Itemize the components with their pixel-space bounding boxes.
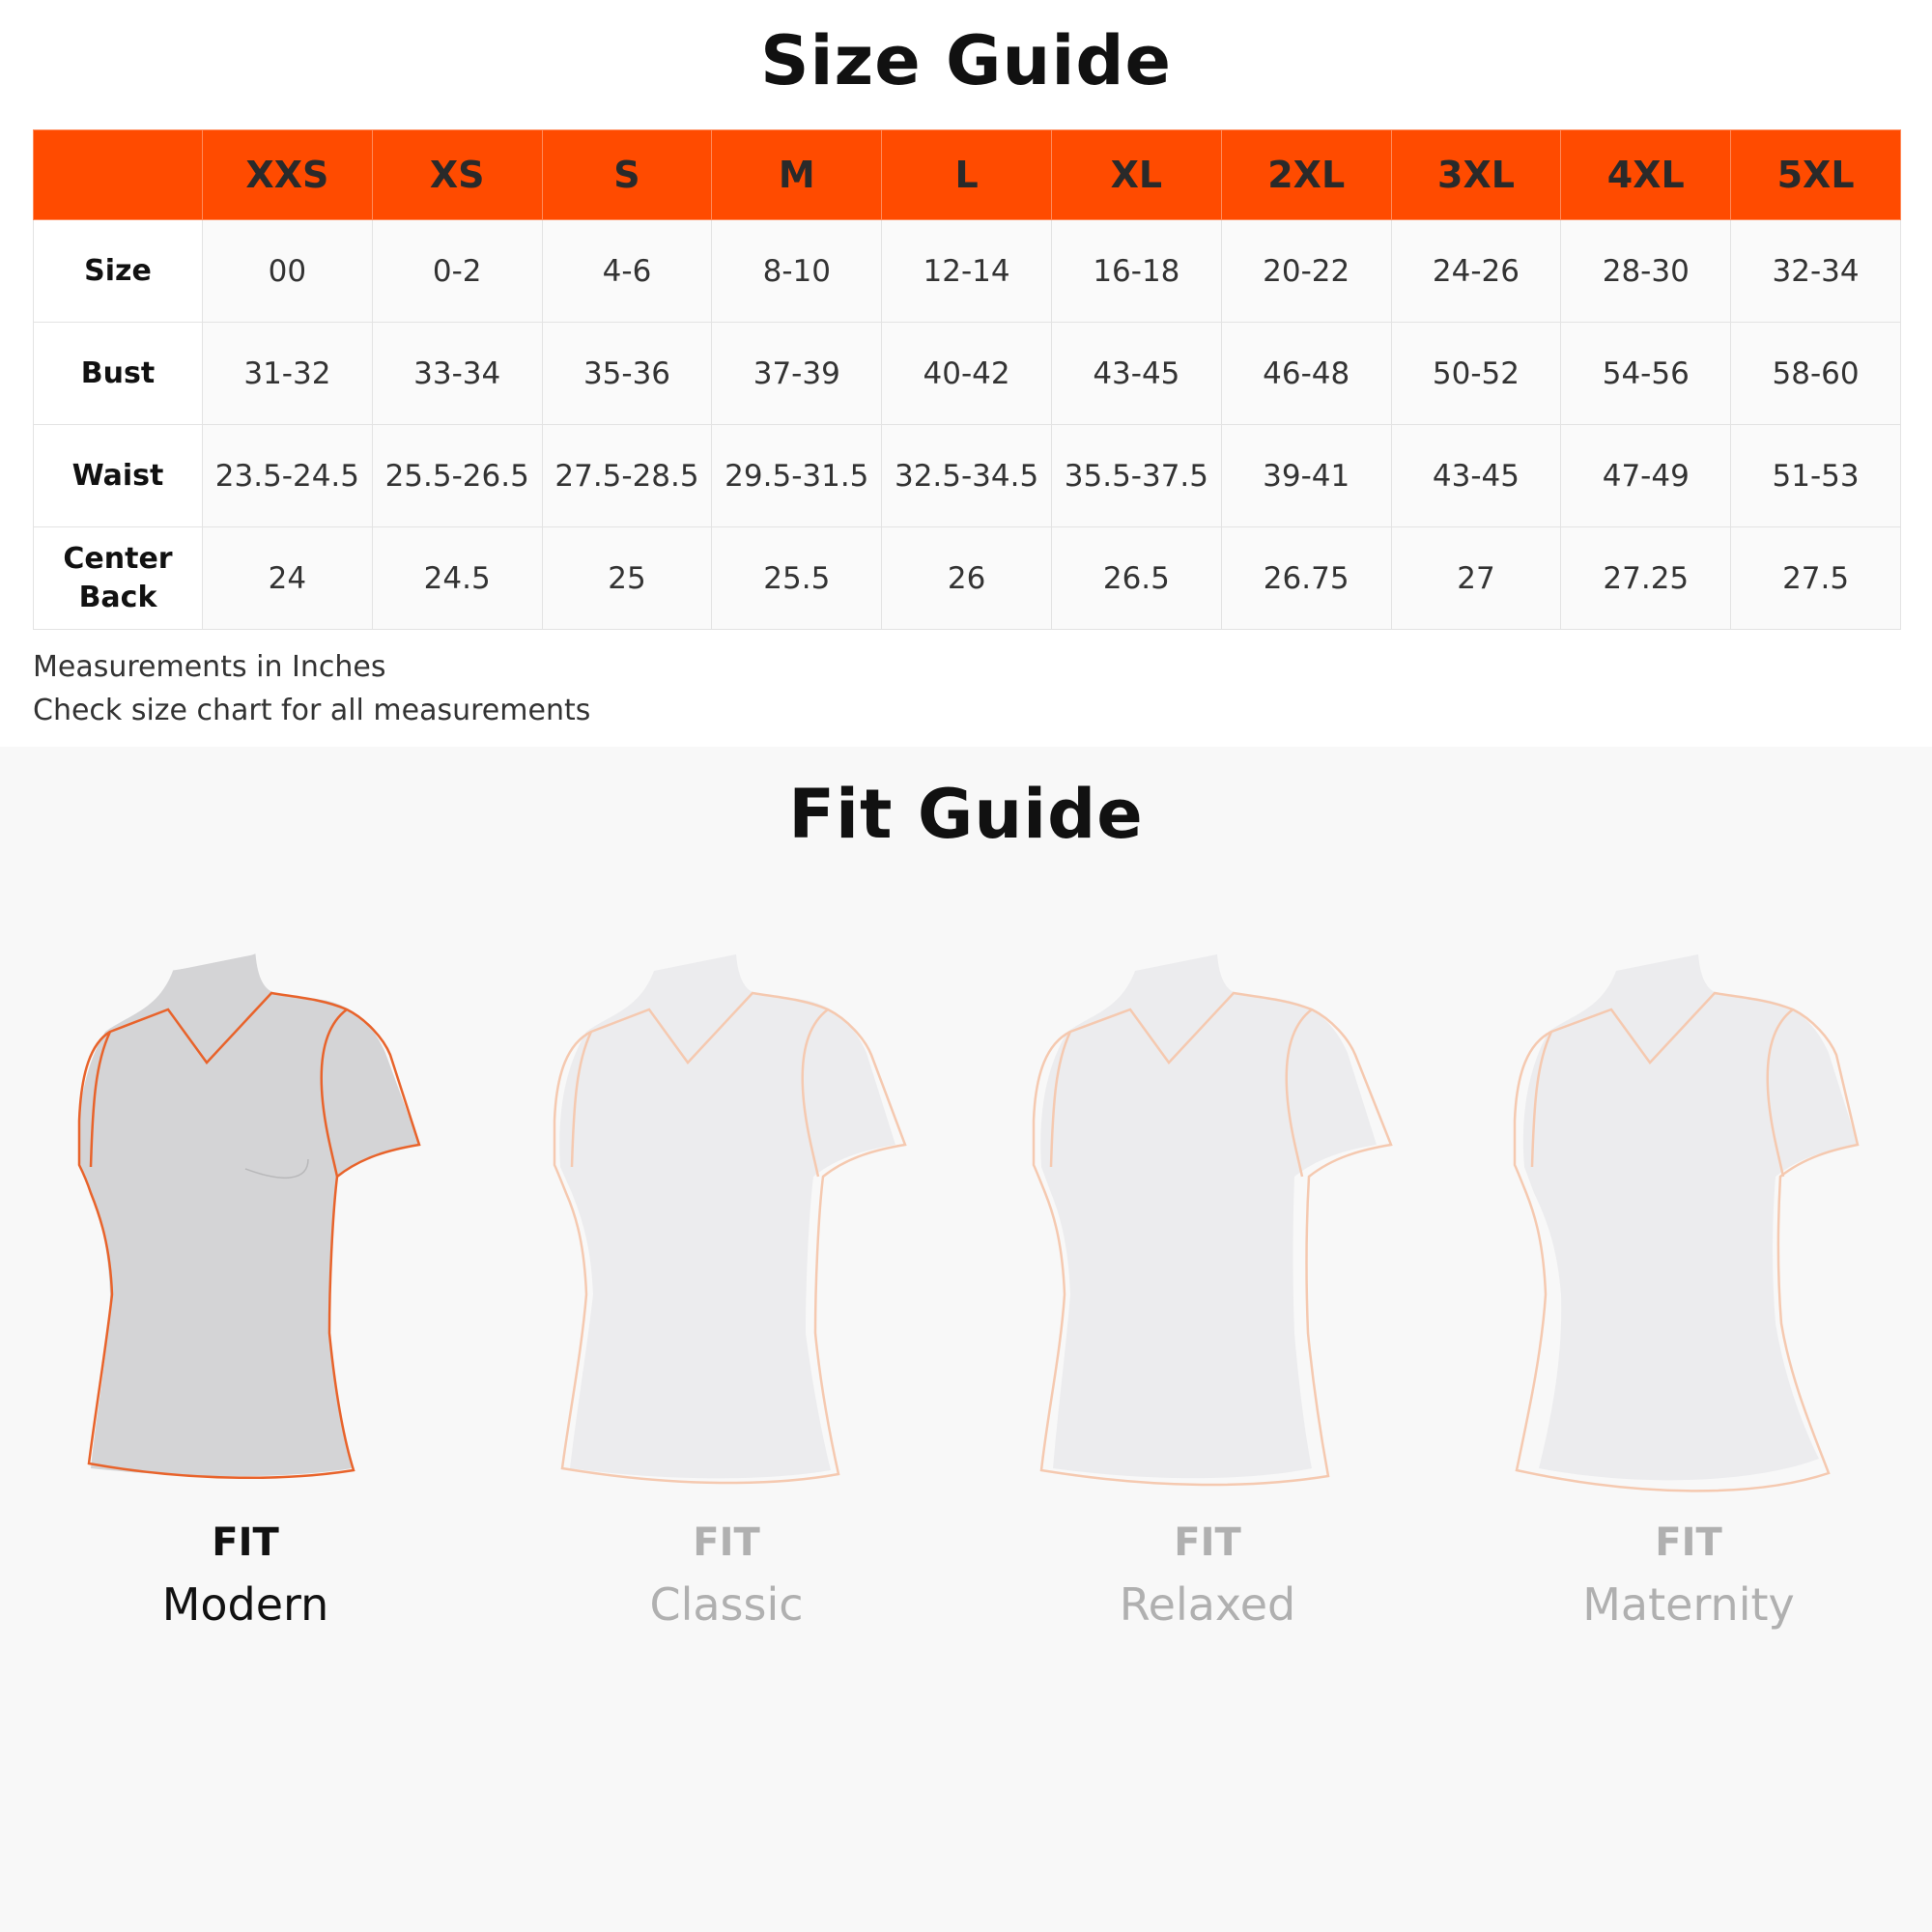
fit-option-classic[interactable] [485, 927, 968, 1642]
table-cell: 27.5-28.5 [542, 425, 712, 527]
header-corner-cell [34, 130, 203, 220]
header-cell: 4XL [1561, 130, 1731, 220]
size-table-header-row [34, 130, 1901, 220]
table-row [34, 425, 1901, 527]
table-cell: 31-32 [203, 323, 373, 425]
fit-label-classic [485, 1517, 968, 1640]
size-guide-title: Size Guide [760, 21, 1172, 100]
shirt-icon [1447, 927, 1930, 1507]
table-cell: 47-49 [1561, 425, 1731, 527]
table-cell: 50-52 [1391, 323, 1561, 425]
table-cell: 26.5 [1051, 527, 1221, 630]
fit-label-maternity [1447, 1517, 1930, 1640]
table-cell: 24.5 [372, 527, 542, 630]
shirt-icon [485, 927, 968, 1507]
table-cell: 8-10 [712, 220, 882, 323]
table-cell: 00 [203, 220, 373, 323]
table-cell: 0-2 [372, 220, 542, 323]
row-label: Size [34, 220, 203, 323]
row-label: Bust [34, 323, 203, 425]
fit-name: Classic [649, 1578, 804, 1631]
table-row [34, 323, 1901, 425]
fit-label-modern [4, 1517, 487, 1640]
table-cell: 12-14 [882, 220, 1052, 323]
table-row [34, 527, 1901, 630]
header-cell: XS [372, 130, 542, 220]
table-cell: 43-45 [1051, 323, 1221, 425]
row-label: Waist [34, 425, 203, 527]
table-cell: 33-34 [372, 323, 542, 425]
fit-word: FIT [1655, 1520, 1722, 1565]
fit-word: FIT [693, 1520, 760, 1565]
table-row [34, 220, 1901, 323]
row-label: Center Back [34, 527, 203, 630]
table-cell: 27.25 [1561, 527, 1731, 630]
fit-word: FIT [1174, 1520, 1241, 1565]
fit-word: FIT [212, 1520, 279, 1565]
header-cell: 5XL [1731, 130, 1901, 220]
header-cell: XXS [203, 130, 373, 220]
fit-name: Maternity [1582, 1578, 1795, 1631]
header-cell: XL [1051, 130, 1221, 220]
header-cell: M [712, 130, 882, 220]
table-cell: 26 [882, 527, 1052, 630]
shirt-icon [4, 927, 487, 1507]
fit-option-modern[interactable] [4, 927, 487, 1642]
table-cell: 32.5-34.5 [882, 425, 1052, 527]
table-cell: 29.5-31.5 [712, 425, 882, 527]
shirt-icon [966, 927, 1449, 1507]
table-cell: 46-48 [1221, 323, 1391, 425]
table-cell: 27.5 [1731, 527, 1901, 630]
fit-name: Relaxed [1119, 1578, 1296, 1631]
header-cell: 2XL [1221, 130, 1391, 220]
table-cell: 23.5-24.5 [203, 425, 373, 527]
table-cell: 27 [1391, 527, 1561, 630]
table-cell: 16-18 [1051, 220, 1221, 323]
header-cell: L [882, 130, 1052, 220]
table-cell: 25.5-26.5 [372, 425, 542, 527]
header-cell: S [542, 130, 712, 220]
table-cell: 39-41 [1221, 425, 1391, 527]
table-cell: 58-60 [1731, 323, 1901, 425]
table-cell: 24-26 [1391, 220, 1561, 323]
table-cell: 20-22 [1221, 220, 1391, 323]
table-cell: 40-42 [882, 323, 1052, 425]
table-cell: 43-45 [1391, 425, 1561, 527]
fit-option-relaxed[interactable] [966, 927, 1449, 1642]
measurement-notes [33, 645, 590, 732]
table-cell: 4-6 [542, 220, 712, 323]
table-cell: 54-56 [1561, 323, 1731, 425]
header-cell: 3XL [1391, 130, 1561, 220]
note-units: Measurements in Inches [33, 650, 386, 684]
note-size-chart: Check size chart for all measurements [33, 694, 591, 727]
table-cell: 32-34 [1731, 220, 1901, 323]
fit-option-maternity[interactable] [1447, 927, 1930, 1642]
table-cell: 37-39 [712, 323, 882, 425]
table-cell: 24 [203, 527, 373, 630]
size-table [33, 129, 1901, 630]
table-cell: 28-30 [1561, 220, 1731, 323]
table-cell: 25.5 [712, 527, 882, 630]
fit-label-relaxed [966, 1517, 1449, 1640]
fit-name: Modern [161, 1578, 329, 1631]
table-cell: 35.5-37.5 [1051, 425, 1221, 527]
table-cell: 25 [542, 527, 712, 630]
table-cell: 35-36 [542, 323, 712, 425]
table-cell: 26.75 [1221, 527, 1391, 630]
table-cell: 51-53 [1731, 425, 1901, 527]
fit-guide-title: Fit Guide [788, 775, 1144, 854]
size-guide-section [0, 0, 1932, 747]
